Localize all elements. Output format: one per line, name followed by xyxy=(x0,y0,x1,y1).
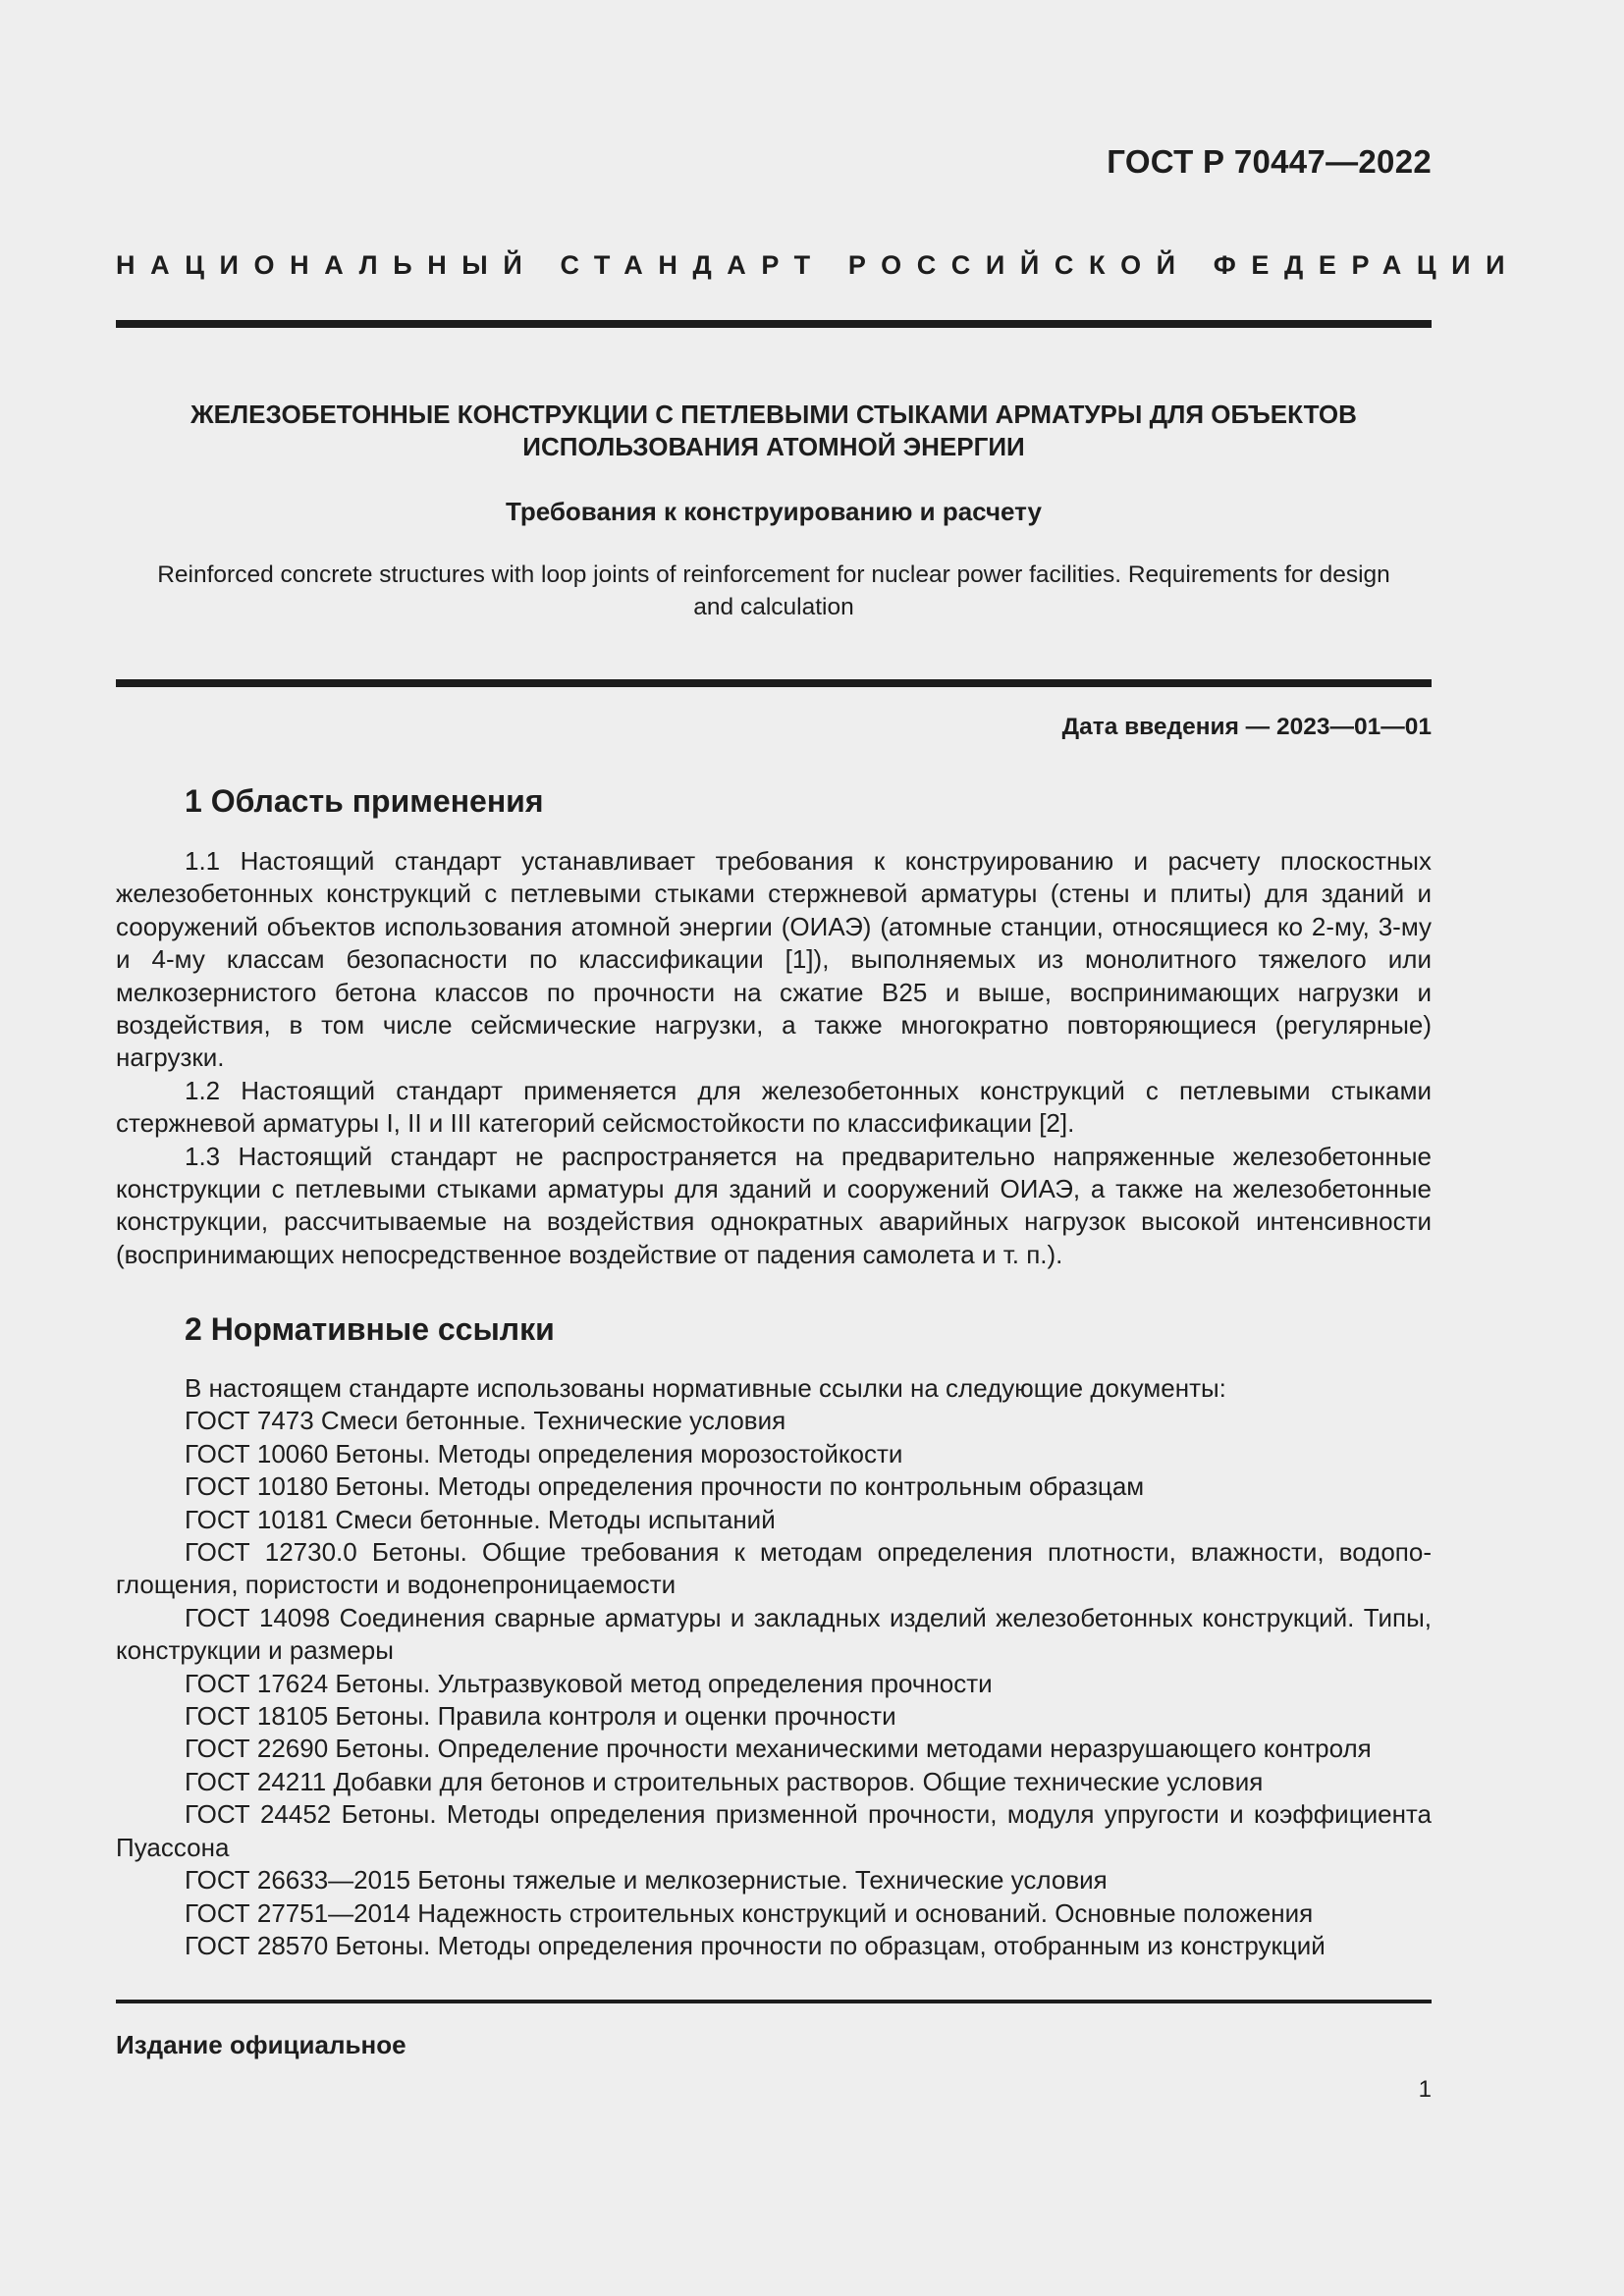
section-heading-scope: 1 Область применения xyxy=(185,783,544,819)
introduction-date: Дата введения — 2023—01—01 xyxy=(1061,714,1432,740)
section-heading-normative-references: 2 Нормативные ссылки xyxy=(185,1311,555,1347)
document-subtitle: Требования к конструированию и расчету xyxy=(505,497,1043,526)
title-line-1: ЖЕЛЕЗОБЕТОННЫЕ КОНСТРУКЦИИ С ПЕТЛЕВЫМИ СТЫКАМИ АРМАТУРЫ ДЛЯ ОБЪЕКТОВ xyxy=(190,400,1357,429)
english-title xyxy=(116,559,1432,623)
list-item: ГОСТ 24211 Добавки для бетонов и строительных растворов. Общие технические условия xyxy=(185,1766,1264,1796)
footer-divider xyxy=(116,2000,1432,2003)
official-edition-label: Издание официальное xyxy=(116,2030,406,2059)
document-number: ГОСТ Р 70447—2022 xyxy=(1107,143,1432,180)
list-item: ГОСТ 17624 Бетоны. Ультразвуковой метод определения прочности xyxy=(185,1668,993,1698)
paragraph: 1.2 Настоящий стандарт применяется для железобетонных конструкций с петлевыми стыками стержневой арматуры I, II и III категорий сейсмостойкости по классификации [2]. xyxy=(116,1075,1432,1139)
list-item: ГОСТ 22690 Бетоны. Определение прочности механическими методами неразрушающего контроля xyxy=(185,1734,1372,1764)
header-divider xyxy=(116,320,1432,328)
list-item: В настоящем стандарте использованы нормативные ссылки на следующие документы: xyxy=(185,1373,1226,1403)
title-divider xyxy=(116,679,1432,687)
section-body-scope xyxy=(116,845,1432,1271)
list-item: ГОСТ 27751—2014 Надежность строительных конструкций и оснований. Основные положения xyxy=(185,1897,1314,1928)
national-standard-banner: НАЦИОНАЛЬНЫЙ СТАНДАРТ РОССИЙСКОЙ ФЕДЕРАЦИИ xyxy=(116,250,1521,280)
list-item: ГОСТ 12730.0 Бетоны. Общие требования к методам определения плотности, влажности, водопоглощения, пористости и водонепроницаемости xyxy=(116,1537,1432,1600)
title-line-2: ИСПОЛЬЗОВАНИЯ АТОМНОЙ ЭНЕРГИИ xyxy=(522,432,1025,461)
english-title-line-1: Reinforced concrete structures with loop joints of reinforcement for nuclear power facilities. Requirements for design xyxy=(157,561,1390,588)
list-item: ГОСТ 28570 Бетоны. Методы определения прочности по образцам, отобранным из конструкций xyxy=(185,1930,1326,1960)
list-item: ГОСТ 10060 Бетоны. Методы определения морозостойкости xyxy=(185,1438,903,1468)
paragraph: 1.3 Настоящий стандарт не распространяется на предварительно напряженные железобетонные конструкции с петлевыми стыками арматуры для зданий и сооружений ОИАЭ, а также на железобетонные конструкции, рассчитываемые на воздействия однократных аварийных нагрузок высокой интенсивности (воспринимающих непосредственное воздействие от падения самолета и т. п.). xyxy=(116,1141,1432,1269)
list-item: ГОСТ 10180 Бетоны. Методы определения прочности по контрольным образцам xyxy=(185,1471,1145,1502)
list-item: ГОСТ 24452 Бетоны. Методы определения призменной прочности, модуля упругости и коэффициента Пуассона xyxy=(116,1799,1432,1862)
paragraph: 1.1 Настоящий стандарт устанавливает требования к конструированию и расчету плоскостных железобетонных конструкций с петлевыми стыками стержневой арматуры (стены и плиты) для зданий и сооружений объектов использования атомной энергии (ОИАЭ) (атомные станции, относящиеся ко 2-му, 3-му и 4-му классам безопасности по классификации [1]), выполняемых из монолитного тяжелого или мелкозернистого бетона классов по прочности на сжатие B25 и выше, воспринимающих нагрузки и воздействия, в том числе сейсмические нагрузки, а также многократно повторяющиеся (регулярные) нагрузки. xyxy=(116,846,1432,1073)
list-item: ГОСТ 18105 Бетоны. Правила контроля и оценки прочности xyxy=(185,1701,896,1732)
list-item: ГОСТ 26633—2015 Бетоны тяжелые и мелкозернистые. Технические условия xyxy=(185,1865,1108,1896)
section-body-normative-references xyxy=(116,1372,1432,1962)
page-number: 1 xyxy=(1418,2076,1432,2103)
document-title xyxy=(116,399,1432,463)
list-item: ГОСТ 10181 Смеси бетонные. Методы испытаний xyxy=(185,1504,776,1534)
list-item: ГОСТ 14098 Соединения сварные арматуры и закладных изделий железобетонных конструкций. Типы, конструкции и размеры xyxy=(116,1602,1432,1666)
list-item: ГОСТ 7473 Смеси бетонные. Технические условия xyxy=(185,1406,786,1436)
english-title-line-2: and calculation xyxy=(693,594,854,620)
